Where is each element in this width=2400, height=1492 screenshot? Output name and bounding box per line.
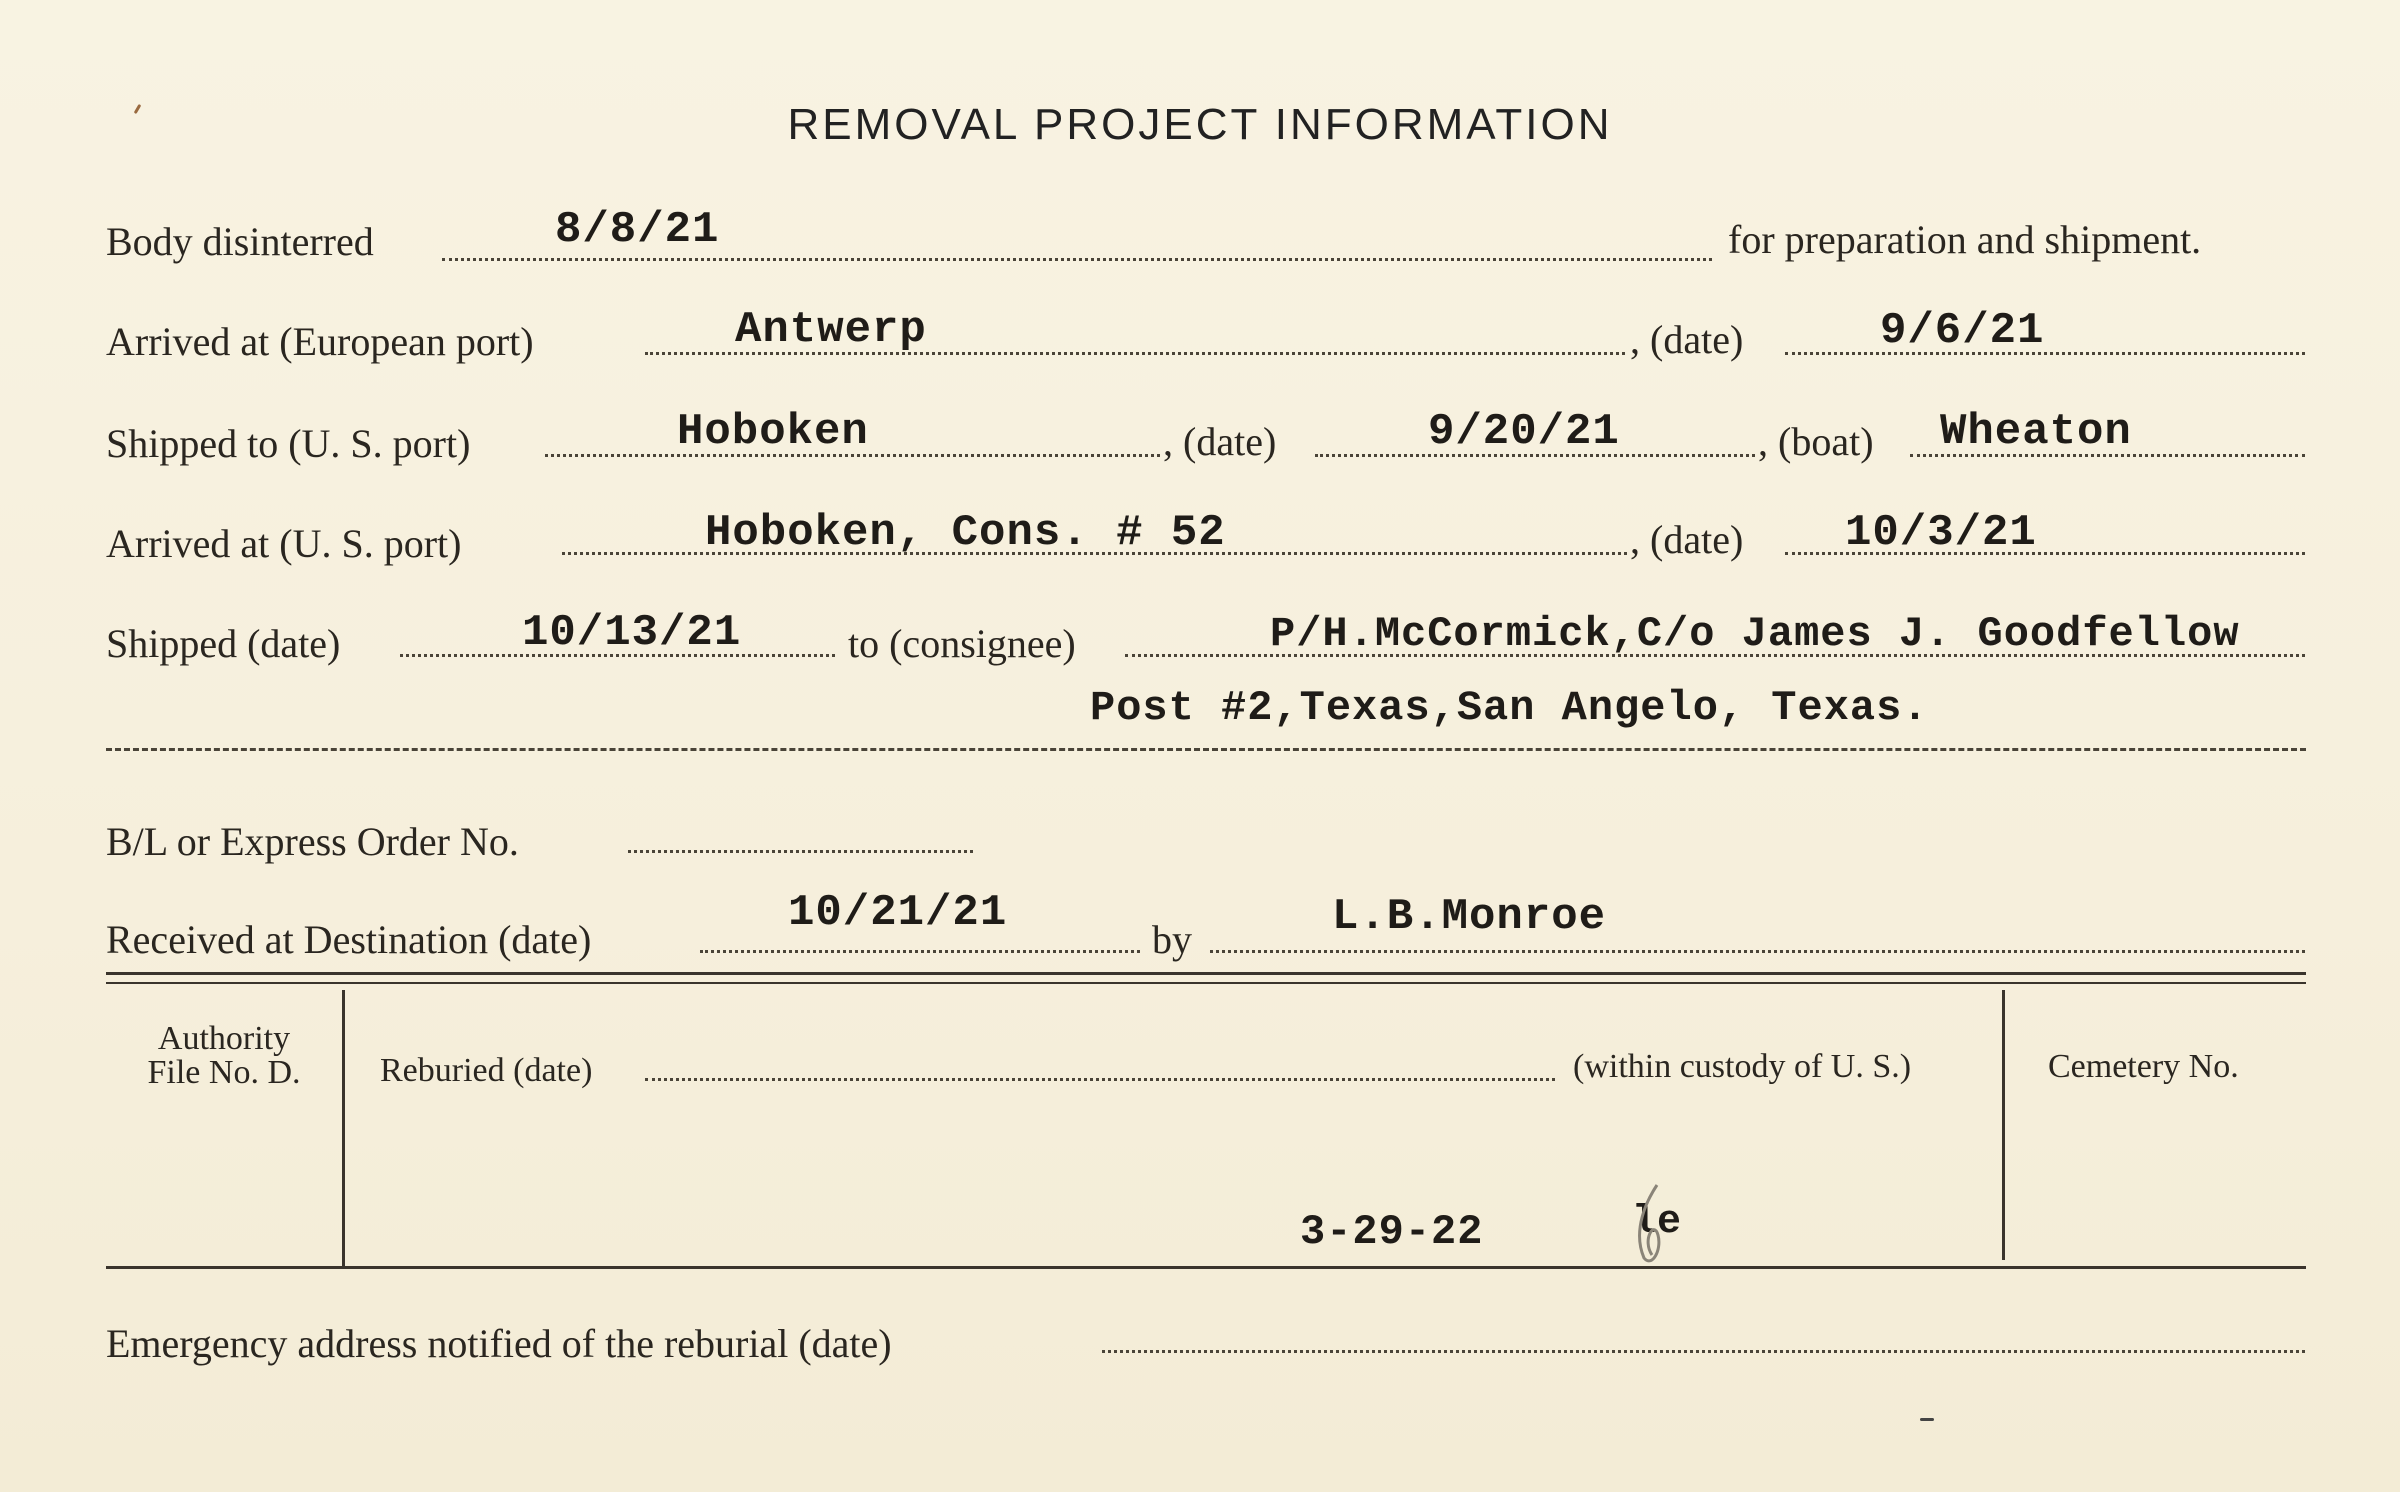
bl-label: B/L or Express Order No. xyxy=(106,819,519,864)
shipped-us-boat-label: , (boat) xyxy=(1758,419,1874,464)
bl-line xyxy=(628,850,973,853)
authority-label-line2: File No. D. xyxy=(147,1054,301,1091)
body-disinterred-date: 8/8/21 xyxy=(555,205,720,255)
custody-label: (within custody of U. S.) xyxy=(1573,1048,1912,1085)
body-disinterred-label: Body disinterred xyxy=(106,219,374,264)
received-date-line xyxy=(700,950,1140,953)
consignee-label: to (consignee) xyxy=(848,621,1076,666)
arrived-us-port: Hoboken, Cons. # 52 xyxy=(705,508,1226,558)
emergency-label: Emergency address notified of the reburial (date) xyxy=(106,1321,892,1366)
authority-label-line1: Authority xyxy=(157,1020,291,1057)
reburied-line xyxy=(645,1078,1555,1081)
arrived-us-label: Arrived at (U. S. port) xyxy=(106,521,462,566)
authority-divider xyxy=(342,990,345,1268)
arrived-european-date-line xyxy=(1785,352,2305,355)
card-title: REMOVAL PROJECT INFORMATION xyxy=(787,100,1613,149)
section-bottom-rule xyxy=(106,1266,2306,1269)
arrived-us-date: 10/3/21 xyxy=(1845,508,2037,558)
reburied-initials: le xyxy=(1632,1200,1683,1245)
cemetery-divider xyxy=(2002,990,2005,1260)
shipped-date: 10/13/21 xyxy=(522,608,742,658)
reburied-date: 3-29-22 xyxy=(1300,1208,1484,1256)
consignee-line-1: P/H.McCormick,C/o James J. Goodfellow xyxy=(1270,610,2240,658)
handwritten-checkmark-icon xyxy=(1622,1180,1682,1270)
received-date: 10/21/21 xyxy=(788,888,1008,938)
received-label: Received at Destination (date) xyxy=(106,917,592,962)
received-by-line xyxy=(1210,950,2305,953)
received-by: L.B.Monroe xyxy=(1332,892,1607,942)
body-disinterred-line xyxy=(442,258,1712,261)
arrived-european-port: Antwerp xyxy=(735,305,927,355)
emergency-line xyxy=(1102,1350,2305,1353)
arrived-european-label: Arrived at (European port) xyxy=(106,319,534,364)
stray-mark-2 xyxy=(1920,1418,1934,1421)
received-by-label: by xyxy=(1152,917,1192,962)
arrived-european-date: 9/6/21 xyxy=(1880,306,2045,356)
consignee-continuation-line xyxy=(106,748,2306,751)
double-rule-top xyxy=(106,972,2306,975)
shipped-us-label: Shipped to (U. S. port) xyxy=(106,421,471,466)
cemetery-label: Cemetery No. xyxy=(2048,1048,2239,1085)
shipped-us-date-label: , (date) xyxy=(1163,419,1277,464)
shipped-date-label: Shipped (date) xyxy=(106,621,341,666)
arrived-us-date-label: , (date) xyxy=(1630,517,1744,562)
shipped-us-boat: Wheaton xyxy=(1940,407,2132,457)
body-disinterred-suffix: for preparation and shipment. xyxy=(1728,217,2202,262)
reburied-label: Reburied (date) xyxy=(380,1052,593,1089)
double-rule-bottom xyxy=(106,982,2306,984)
shipped-us-port: Hoboken xyxy=(677,407,869,457)
consignee-line-2: Post #2,Texas,San Angelo, Texas. xyxy=(1090,684,1929,732)
shipped-us-date: 9/20/21 xyxy=(1428,407,1620,457)
arrived-european-date-label: , (date) xyxy=(1630,317,1744,362)
